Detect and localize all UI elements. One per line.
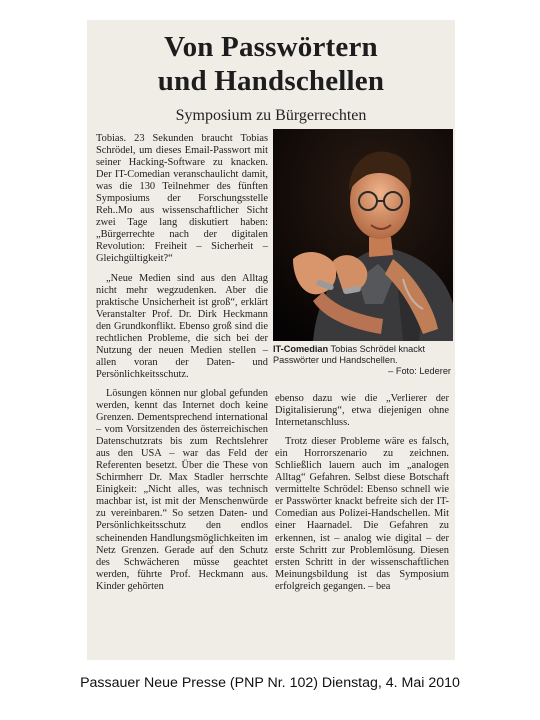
caption-name: IT-Comedian	[273, 344, 329, 354]
photo-caption	[273, 344, 451, 378]
photo-it-comedian	[273, 129, 453, 341]
paragraph-conclusion: Trotz dieser Probleme wäre es falsch, ein Horrorszenario zu zeichnen. Schließlich lauern auch im „analogen Alltag“ Gefahren. Selbst diese Botschaft vermittelte Schrödel: Ebenso schnell wie er Passwörter knackt befreite sich der IT-Comedian aus Polizei-Handschellen. Mit einer Haarnadel. Die Gefahren zu erkennen, ist – analog wie digital – der erste Schritt zur Problemlösung. Diesen ersten Schritt in der wissenschaftlichen Meinungsbildung ist das Symposium erfolgreich gegangen. – bea	[275, 436, 449, 592]
newspaper-clipping	[87, 20, 455, 660]
caption-credit: – Foto: Lederer	[388, 366, 451, 377]
paragraph-quote: „Neue Medien sind aus den Alltag nicht mehr wegzudenken. Aber die praktische Unsicherheit ist groß“, erklärt Veranstalter Prof. Dr. Dirk Heckmann den Grundkonflikt. Ebenso groß sind die rechtlichen Probleme, die sich bei der Nutzung der neuen Medien stellen – allen voran der Daten- und Persönlichkeitsschutz.	[96, 272, 268, 380]
subheadline: Symposium zu Bürgerrechten	[175, 107, 367, 124]
headline-line-1: Von Passwörtern	[164, 31, 378, 63]
right-column	[275, 393, 449, 600]
source-caption: Passauer Neue Presse (PNP Nr. 102) Dienstag, 4. Mai 2010	[80, 675, 460, 691]
headline-line-2: und Handschellen	[157, 65, 385, 97]
left-column	[96, 133, 268, 600]
paragraph-intro: Tobias. 23 Sekunden braucht Tobias Schrödel, um dieses Email-Passwort mit seiner Hacking-Software zu knacken. Der IT-Comedian veranschaulicht damit, was die 130 Teilnehmer des fünften Symposiums der Forschungsstelle Reh..Mo aus wissenschaftlicher Sicht zwei Tage lang diskutiert haben: „Bürgerrechte nach der digitalen Revolution: Freiheit – Sicherheit – Gleichgültigkeit?“	[96, 133, 268, 265]
paragraph-continuation: ebenso dazu wie die „Verlierer der Digitalisierung“, etwa diejenigen ohne Internetanschluss.	[275, 393, 449, 429]
paragraph-solutions: Lösungen können nur global gefunden werden, kennt das Internet doch keine Grenzen. Dementsprechend international – vom Vorsitzenden des österreichischen Datenschutzrats bis zum Rechtslehrer aus den USA – war das Feld der Referenten besetzt. Über die These von Schirmherr Dr. Max Stadler herrschte Einigkeit: „Nicht alles, was technisch machbar ist, ist mit der Menschenwürde zu vereinbaren.“ So setzen Daten- und Persönlichkeitsschutz den endlos scheinenden Handlungsmöglichkeiten im Netz Grenzen. Gerade auf den Schutz des Schwächeren müsse geachtet werden, führte Prof. Heckmann aus. Kinder gehörten	[96, 387, 268, 592]
caption-text: Tobias Schrödel knackt Passwörter und Handschellen.	[273, 344, 426, 366]
